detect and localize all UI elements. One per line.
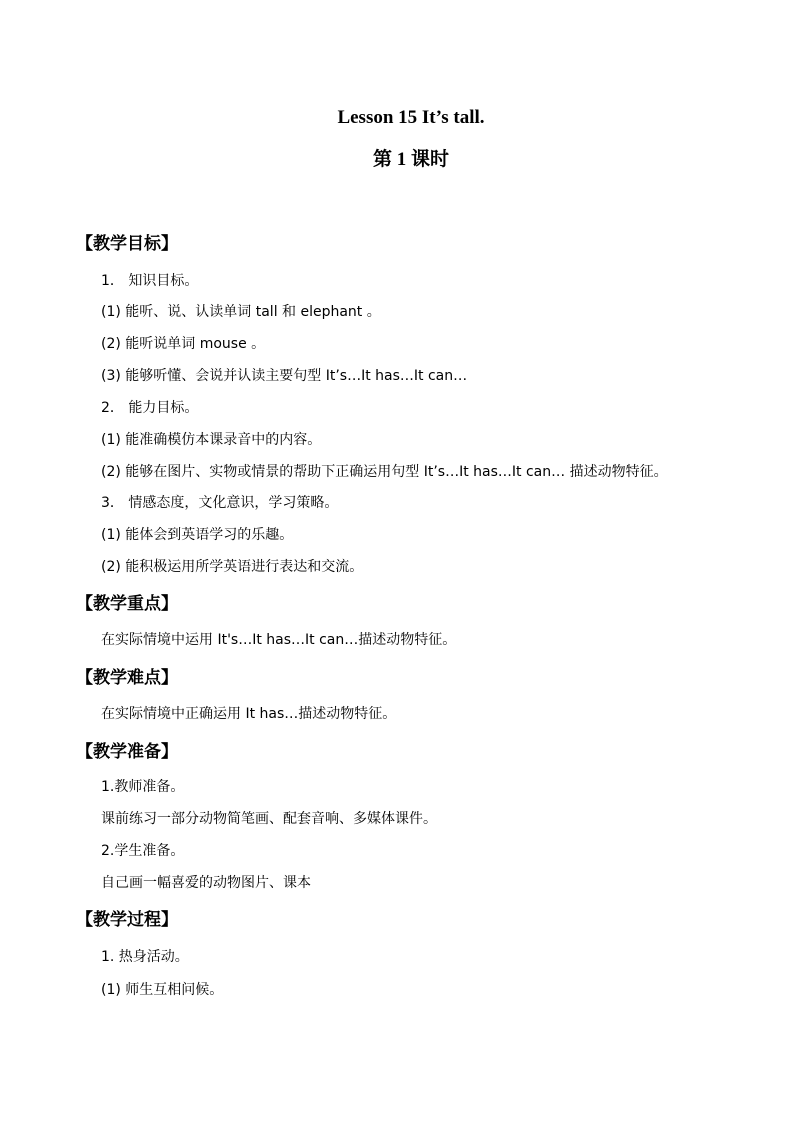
lesson-subtitle: 第 1 课时 — [372, 149, 449, 170]
objective-line: (2) 能够在图片、实物或情景的帮助下正确运用句型 It’s…It has…It can… 描述动物特征。 — [101, 464, 668, 480]
process-line: (1) 师生互相问候。 — [101, 982, 224, 998]
difficult-point-line: 在实际情境中正确运用 It has…描述动物特征。 — [101, 706, 397, 722]
objective-line: 3． 情感态度，文化意识，学习策略。 — [101, 495, 339, 511]
section-heading-preparation: 【教学准备】 — [76, 742, 178, 762]
objective-line: 1． 知识目标。 — [101, 273, 199, 289]
preparation-line: 自己画一幅喜爱的动物图片、课本 — [101, 875, 311, 891]
section-heading-difficult-points: 【教学难点】 — [76, 668, 178, 688]
section-heading-key-points: 【教学重点】 — [76, 594, 178, 614]
objective-line: (1) 能准确模仿本课录音中的内容。 — [101, 432, 322, 448]
objective-line: (1) 能听、说、认读单词 tall 和 elephant 。 — [101, 304, 381, 320]
objective-line: (2) 能听说单词 mouse 。 — [101, 336, 266, 352]
section-heading-objectives: 【教学目标】 — [76, 234, 178, 254]
objective-line: (2) 能积极运用所学英语进行表达和交流。 — [101, 559, 364, 575]
process-line: 1. 热身活动。 — [101, 949, 189, 965]
section-heading-process: 【教学过程】 — [76, 910, 178, 930]
objective-line: (3) 能够听懂、会说并认读主要句型 It’s…It has…It can… — [101, 368, 468, 384]
preparation-line: 1.教师准备。 — [101, 779, 185, 795]
objective-line: 2． 能力目标。 — [101, 400, 199, 416]
key-point-line: 在实际情境中运用 It's…It has…It can…描述动物特征。 — [101, 632, 457, 648]
objective-line: (1) 能体会到英语学习的乐趣。 — [101, 527, 294, 543]
lesson-title: Lesson 15 It’s tall. — [337, 107, 485, 128]
preparation-line: 2.学生准备。 — [101, 843, 185, 859]
preparation-line: 课前练习一部分动物简笔画、配套音响、多媒体课件。 — [101, 811, 437, 827]
